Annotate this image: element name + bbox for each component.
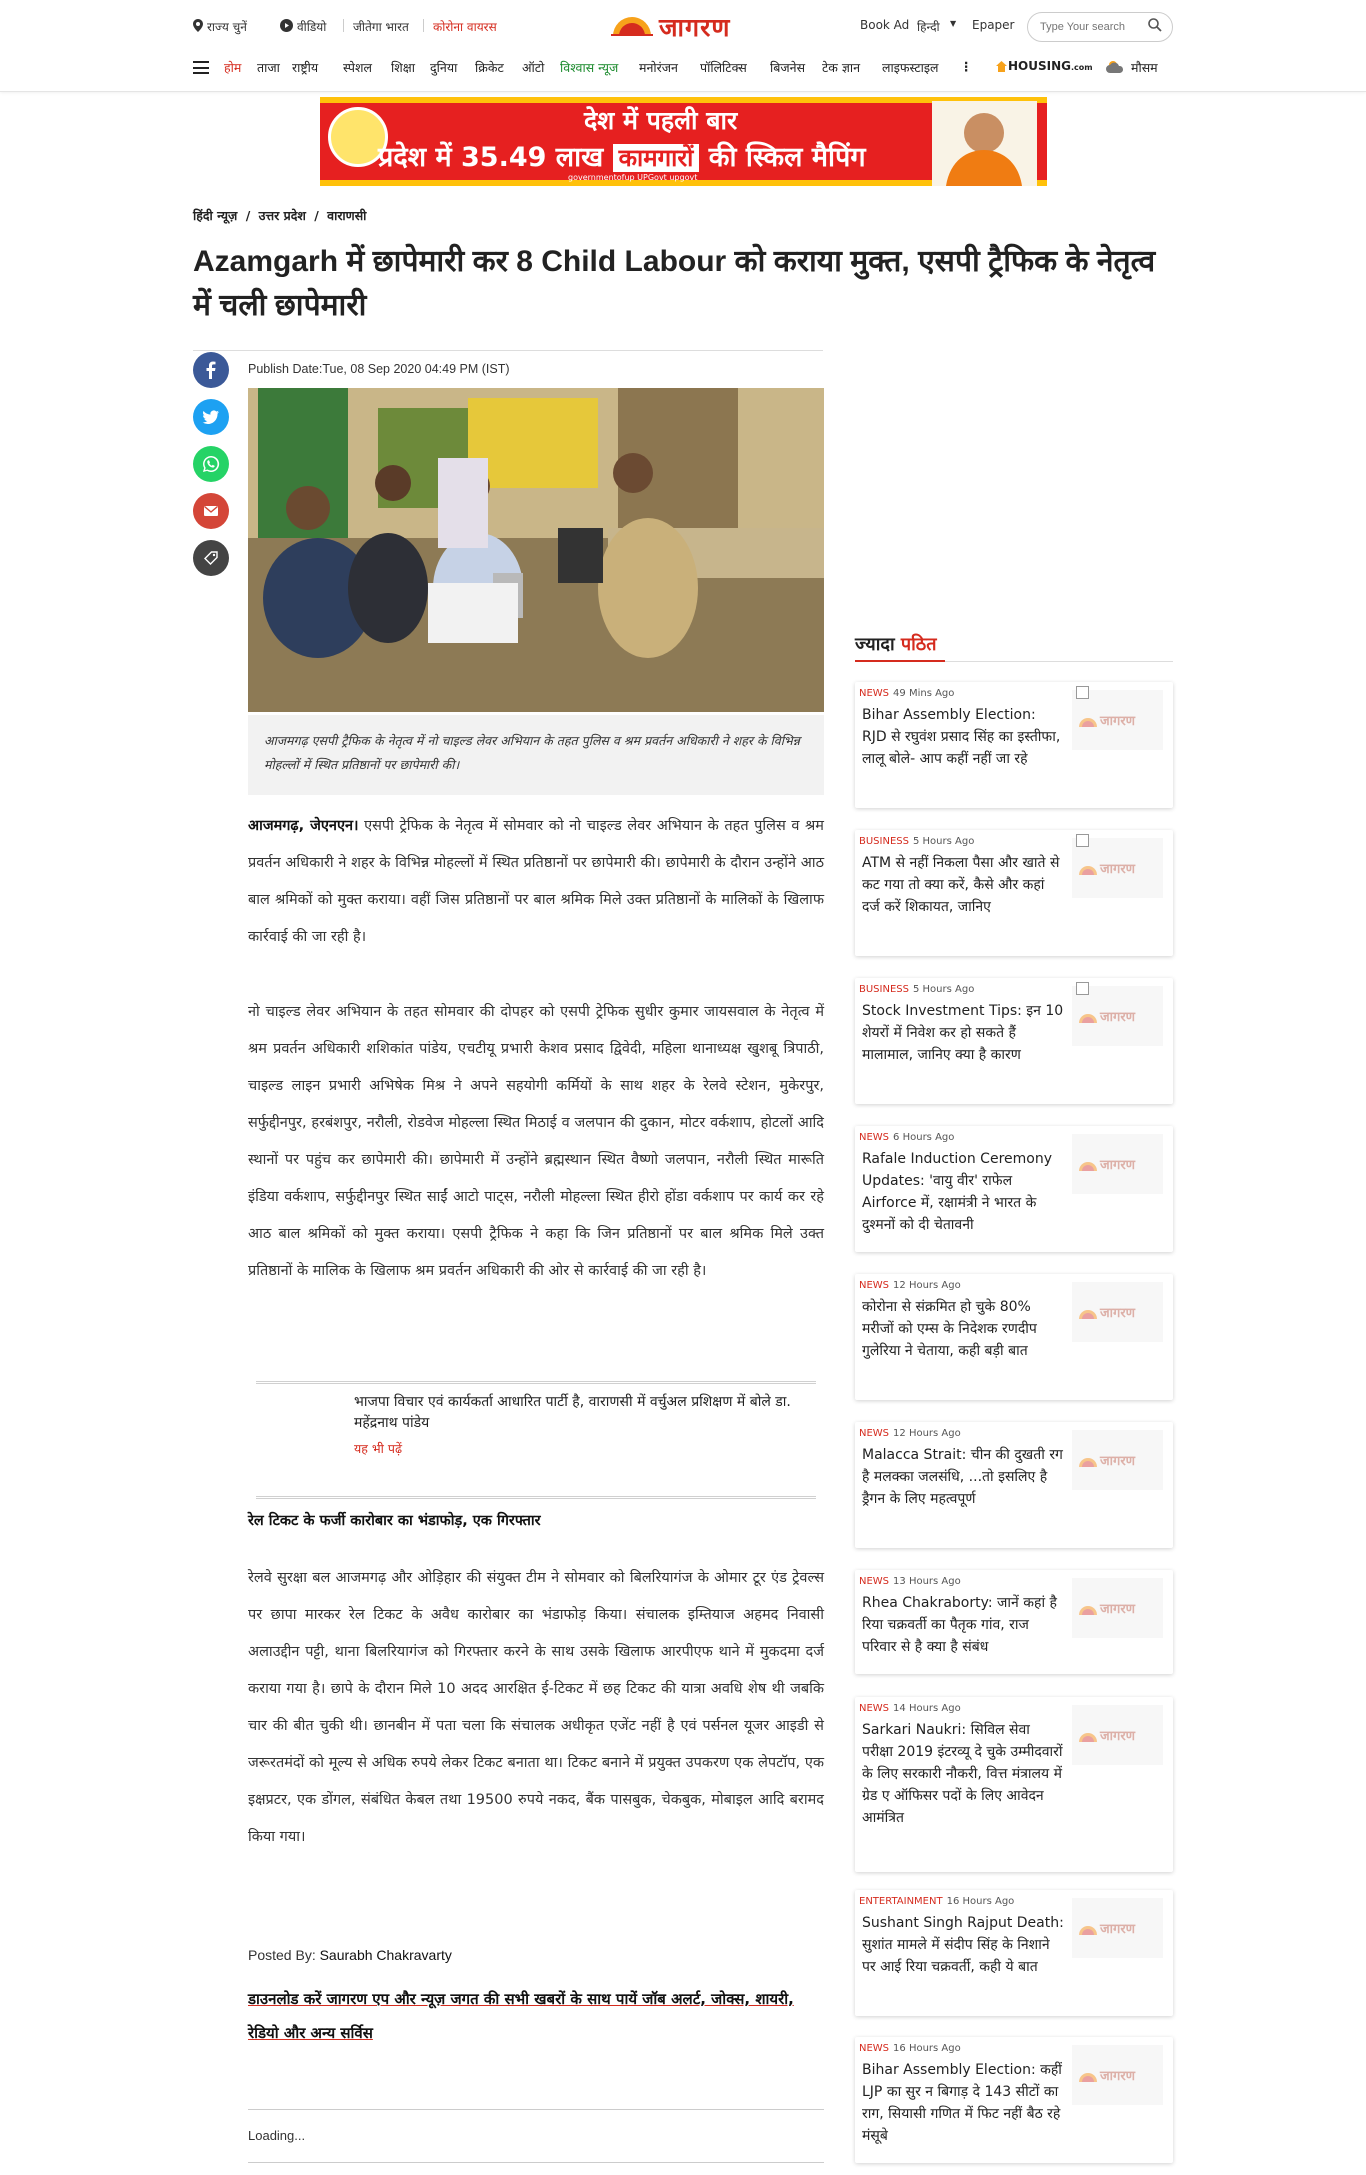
thumb-text: जागरण [1100,862,1136,877]
item-title[interactable]: Bihar Assembly Election: कहीं LJP का सुर न बिगाड़ दे 143 सीटों का राग, सियासी गणित में फिट नहीं बैठ रहे मंसूबे [862,2062,1062,2144]
thumb-text: जागरण [1100,1454,1136,1469]
download-app-link[interactable]: डाउनलोड करें जागरण एप और न्यूज़ जगत की सभी खबरों के साथ पायें जॉब अलर्ट, जोक्स, शायरी, रेडियो और अन्य सर्विस [248,1990,794,2042]
item-time: 5 Hours Ago [912,836,975,847]
location-icon [193,19,203,32]
publish-date: Publish Date:Tue, 08 Sep 2020 04:49 PM (IST) [248,362,510,376]
article-subheading: रेल टिकट के फर्जी कारोबार का भंडाफोड़, एक गिरफ्तार [248,1513,541,1529]
thumb-text: जागरण [1100,1158,1136,1173]
nav-item-tech[interactable]: टेक ज्ञान [822,60,861,75]
most-read-item[interactable] [855,1890,1173,2016]
chevron-down-icon: ▼ [950,19,957,28]
item-title[interactable]: Sushant Singh Rajput Death: सुशांत मामले में संदीप सिंह के निशाने पर आई रिया चक्रवर्ती, कही ये बात [862,1915,1064,1975]
item-title[interactable]: Bihar Assembly Election: RJD से रघुवंश प्रसाद सिंह का इस्तीफा, लालू बोले- आप कहीं नहीं जा रहे [862,707,1061,767]
banner-line1: देश में पहली बार [584,106,738,135]
item-category-label: NEWS [859,688,890,699]
item-thumbnail[interactable] [1072,1578,1163,1638]
facebook-share-button[interactable] [193,352,229,388]
related-article-box[interactable] [256,1381,816,1499]
item-thumbnail[interactable] [1072,690,1163,750]
most-read-heading [855,632,937,656]
item-thumbnail[interactable] [1072,1898,1163,1958]
main-nav [193,56,1173,80]
whatsapp-share-button[interactable] [193,446,229,482]
jagran-placeholder-logo-icon [1078,858,1156,878]
most-read-item[interactable] [855,1126,1173,1252]
item-thumbnail[interactable] [1072,2045,1163,2105]
breadcrumb-hindi-news[interactable]: हिंदी न्यूज़ [193,208,238,223]
tag-share-button[interactable] [193,540,229,576]
article-main-photo[interactable] [248,388,824,712]
weather-cloud-icon [1106,60,1126,74]
jagran-logo[interactable] [611,10,731,42]
divider [248,2162,824,2163]
item-category [859,1132,954,1143]
logo-text: जागरण [659,13,731,42]
item-time: 12 Hours Ago [893,1280,961,1291]
header-top-row [193,10,1173,42]
title-divider [193,350,823,351]
nav-item-entertainment[interactable]: मनोरंजन [639,60,678,75]
sun-logo-icon [611,14,653,36]
more-menu-icon[interactable]: ⋮ [960,59,973,74]
item-time: 49 Mins Ago [893,688,955,699]
most-read-item[interactable] [855,830,1173,956]
language-select[interactable]: हिन्दी [917,20,940,34]
skill-mapping-ad-banner[interactable] [320,97,1047,186]
item-checkbox[interactable] [1076,982,1089,995]
related-article-title[interactable]: भाजपा विचार एवं कार्यकर्ता आधारित पार्टी है, वाराणसी में वर्चुअल प्रशिक्षण में बोले डा. महेंद्रनाथ पांडेय [354,1394,791,1431]
item-category [859,1896,1014,1907]
posted-by-label: Posted By: [248,1947,320,1963]
divider [343,19,344,32]
article-title: Azamgarh में छापेमारी कर 8 Child Labour को कराया मुक्त, एसपी ट्रैफिक के नेतृत्व में चली छापेमारी [193,245,1156,322]
item-title[interactable]: Malacca Strait: चीन की दुखती रग है मलक्का जलसंधि, ...तो इसलिए है ड्रैगन के लिए महत्‍वपूर्ण [862,1447,1063,1507]
hamburger-menu-icon[interactable] [193,61,209,74]
item-time: 12 Hours Ago [893,1428,961,1439]
video-link[interactable]: वीडियो [297,20,327,34]
item-category [859,1280,961,1291]
item-category-label: NEWS [859,1428,890,1439]
nav-item-auto[interactable]: ऑटो [522,60,545,75]
jagran-placeholder-logo-icon [1078,1725,1156,1745]
item-category [859,1703,961,1714]
epaper-link[interactable]: Epaper [972,18,1015,32]
chief-minister-portrait-image [932,101,1037,186]
nav-item-lifestyle[interactable]: लाइफस्टाइल [882,60,939,75]
breadcrumb-separator: / [245,208,251,223]
banner-line2 [378,137,866,174]
jagran-placeholder-logo-icon [1078,1918,1156,1938]
item-category-label: BUSINESS [859,984,909,995]
posted-by [248,1947,452,1963]
thumb-text: जागरण [1100,1010,1136,1025]
item-checkbox[interactable] [1076,834,1089,847]
breadcrumb [193,207,370,224]
housing-logo-icon [996,61,1007,72]
item-thumbnail[interactable] [1072,1134,1163,1194]
item-category [859,836,974,847]
jitega-bharat-link[interactable]: जीतेगा भारत [353,20,409,34]
nav-item-national[interactable]: राष्ट्रीय [292,60,319,75]
item-checkbox[interactable] [1076,686,1089,699]
banner-line2b: कामगारों [613,144,700,172]
item-category-label: ENTERTAINMENT [859,1896,943,1907]
nav-item-world[interactable]: दुनिया [430,60,458,75]
search-icon[interactable] [1148,18,1162,32]
item-time: 13 Hours Ago [893,1576,961,1587]
divider [423,19,424,32]
item-title[interactable]: कोरोना से संक्रमित हो चुके 80% मरीजों को एम्स के निदेशक रणदीप गुलेरिया ने चेताया, कही बड़ी बात [862,1299,1037,1359]
email-icon [202,502,220,520]
twitter-icon [202,408,220,426]
nav-item-business[interactable]: बिजनेस [770,60,806,75]
thumb-text: जागरण [1100,1729,1136,1744]
item-thumbnail[interactable] [1072,838,1163,898]
item-category-label: NEWS [859,1280,890,1291]
item-category [859,1428,961,1439]
jagran-placeholder-logo-icon [1078,1154,1156,1174]
state-select-link[interactable]: राज्य चुनें [207,20,247,34]
article-paragraph-3: रेलवे सुरक्षा बल आजमगढ़ और ओड़िहार की संयुक्त टीम ने सोमवार को बिलरियागंज के ओमार टूर एंड ट्रेवल्स पर छापा मारकर रेल टिकट के अवैध कारोबार का भंडाफोड़ किया। संचालक इम्तियाज अहमद निवासी अलाउद्दीन पट्टी, थाना बिलरियागंज को गिरफ्तार करने के साथ उसके खिलाफ आरपीएफ थाने में मुकदमा दर्ज कराया गया है। छापे के दौरान मिले 10 अदद आरक्षित ई-टिकट में छह टिकट की यात्रा अवधि शेष थी जबकि चार की बीत चुकी थी। छानबीन में पता चला कि संचालक अधीकृत एजेंट नहीं है एवं पर्सनल यूजर आइडी से जरूरतमंदों को मूल्य से अधिक रुपये लेकर टिकट बनाता था। टिकट बनाने में प्रयुक्त उपकरण एक लेपटॉप, एक इक्षप्रटर, एक डोंगल, संबंधित केबल तथा 19500 रुपये नकद, बैंक पासबुक, चेकबुक, मोबाइल आदि बरामद किया गया। [248,1570,824,1845]
most-read-underline [855,661,1173,662]
email-share-button[interactable] [193,493,229,529]
paragraph-1-text: एसपी ट्रेफिक के नेतृत्व में सोमवार को नो चाइल्ड लेवर अभियान के तहत पुलिस व श्रम प्रवर्तन अधिकारी ने शहर के विभिन्न मोहल्लों में स्थित प्रतिष्ठानों पर छापेमारी की। छापेमारी के दौरान उन्होंने आठ बाल श्रमिकों को मुक्त कराया। वहीं जिस प्रतिष्ठानों पर बाल श्रमिक मिले उक्त प्रतिष्ठानों के मालिकों के खिलाफ कार्रवाई की जा रही है। [248,818,824,945]
jagran-placeholder-logo-icon [1078,710,1156,730]
jagran-placeholder-logo-icon [1078,1006,1156,1026]
item-title[interactable]: Stock Investment Tips: इन 10 शेयरों में निवेश कर हो सकते हैं मालामाल, जानिए क्या है कारण [862,1003,1064,1063]
nav-item-cricket[interactable]: क्रिकेट [475,60,504,75]
most-read-heading-a: ज्यादा [855,634,901,655]
nav-item-home[interactable]: होम [224,60,242,75]
loading-text: Loading... [248,2128,306,2143]
photo-caption: आजमगढ़ एसपी ट्रैफिक के नेतृत्व में नो चाइल्ड लेवर अभियान के तहत पुलिस व श्रम प्रवर्तन अधिकारी ने शहर के विभिन्न मोहल्लों में स्थित प्रतिष्ठानों पर छापेमारी की। [248,715,824,795]
thumb-text: जागरण [1100,1602,1136,1617]
housing-label: HOUSING [1008,59,1071,73]
item-category-label: NEWS [859,1132,890,1143]
item-thumbnail[interactable] [1072,1430,1163,1490]
item-thumbnail[interactable] [1072,986,1163,1046]
corona-link[interactable]: कोरोना वायरस [433,20,497,34]
thumb-text: जागरण [1100,1922,1136,1937]
most-read-item[interactable] [855,978,1173,1104]
book-ad-link[interactable]: Book Ad [860,18,910,32]
article-paragraph-1 [248,808,824,956]
item-title[interactable]: ATM से नहीं निकला पैसा और खाते से कट गया तो क्या करें, कैसे और कहां दर्ज करें शिकायत, जानिए [862,855,1060,915]
breadcrumb-separator: / [314,208,319,223]
item-thumbnail[interactable] [1072,1282,1163,1342]
banner-handles: governmentofup UPGovt upgovt [568,173,698,182]
most-read-heading-b: पठित [900,634,937,655]
related-article-read-more[interactable]: यह भी पढ़ें [354,1441,402,1456]
breadcrumb-varanasi[interactable]: वाराणसी [327,208,367,223]
dateline: आजमगढ़, जेएनएन। [248,818,359,834]
item-time: 5 Hours Ago [912,984,975,995]
nav-item-vishvas-news[interactable]: विश्वास न्यूज [560,60,619,75]
jagran-placeholder-logo-icon [1078,2065,1156,2085]
most-read-item[interactable] [855,2037,1173,2163]
breadcrumb-uttar-pradesh[interactable]: उत्तर प्रदेश [258,208,306,223]
article-paragraph-2: नो चाइल्ड लेवर अभियान के तहत सोमवार की दोपहर को एसपी ट्रेफिक सुधीर कुमार जायसवाल के नेतृत्व में श्रम प्रवर्तन अधिकारी शशिकांत पांडेय, एचटीयू प्रभारी केशव प्रसाद द्विवेदी, महिला थानाध्यक्ष खुशबू त्रिपाठी, चाइल्ड लाइन प्रभारी अभिषेक मिश्र ने अपने सहयोगी कर्मियों के साथ शहर के रेलवे स्टेशन, मुकेरपुर, सर्फुद्दीनपुर, हरबंशपुर, नरौली, रोडवेज मोहल्ला स्थित मिठाई व जलपान की दुकान, मोटर वर्कशाप, होटलों आदि स्थानों पर पहुंच कर छापेमारी की। छापेमारी में उन्होंने ब्रह्मस्थान स्थित वैष्णो जलपान, नरौली स्थित मारूति इंडिया वर्कशाप, सर्फुद्दीनपुर स्थित साईं आटो पाट्स, नरौली मोहल्ला स्थित हीरो होंडा वर्कशाप पर कार्य कर रहे आठ बाल श्रमिकों को मुक्त कराया। एसपी ट्रैफिक ने कहा कि जिन प्रतिष्ठानों पर बाल श्रमिक मिले उक्त प्रतिष्ठानों के मालिक के खिलाफ श्रम प्रवर्तन अधिकारी की ओर से कार्रवाई की जा रही है। [248,1004,824,1279]
banner-line2c: की [708,142,737,173]
jagran-placeholder-logo-icon [1078,1598,1156,1618]
item-category [859,1576,961,1587]
item-category-label: NEWS [859,1576,890,1587]
jagran-placeholder-logo-icon [1078,1450,1156,1470]
most-read-accent [855,660,945,662]
banner-line2a: प्रदेश में 35.49 लाख [378,142,604,173]
weather-link[interactable]: मौसम [1131,60,1158,75]
most-read-item[interactable] [855,1570,1173,1674]
nav-item-special[interactable]: स्पेशल [343,60,372,75]
most-read-item[interactable] [855,1697,1173,1872]
item-thumbnail[interactable] [1072,1705,1163,1765]
banner-line2d: स्किल मैपिंग [745,142,866,173]
whatsapp-icon [202,455,220,473]
most-read-item[interactable] [855,1274,1173,1400]
nav-item-latest[interactable]: ताजा [257,60,280,75]
item-title[interactable]: Sarkari Naukri: सिविल सेवा परीक्षा 2019 इंटरव्यू दे चुके उम्मीदवारों के लिए सरकारी नौकरी, वित्त मंत्रालय में ग्रेड ए ऑफिसर पदों के लिए आवेदन आमंत्रित [862,1722,1063,1826]
item-title[interactable]: Rhea Chakraborty: जानें कहां है रिया चक्रवर्ती का पैतृक गांव, राज परिवार से है क्या है संबंध [862,1595,1057,1655]
site-header [0,0,1366,92]
facebook-icon [202,361,220,379]
nav-item-education[interactable]: शिक्षा [391,60,415,75]
item-time: 14 Hours Ago [893,1703,961,1714]
thumb-text: जागरण [1100,2069,1136,2084]
item-category [859,984,974,995]
item-title[interactable]: Rafale Induction Ceremony Updates: 'वायु वीर' राफेल Airforce में, रक्षामंत्री ने भारत के दुश्मनों को दी चेतावनी [862,1151,1052,1233]
thumb-text: जागरण [1100,1306,1136,1321]
item-time: 16 Hours Ago [893,2043,961,2054]
tag-icon [202,549,220,567]
item-category-label: NEWS [859,2043,890,2054]
item-time: 6 Hours Ago [893,1132,955,1143]
item-category [859,2043,961,2054]
item-category-label: BUSINESS [859,836,909,847]
most-read-item[interactable] [855,682,1173,808]
item-category [859,688,954,699]
thumb-text: जागरण [1100,714,1136,729]
twitter-share-button[interactable] [193,399,229,435]
item-category-label: NEWS [859,1703,890,1714]
nav-item-politics[interactable]: पॉलिटिक्स [700,60,747,75]
housing-suffix: .com [1071,63,1093,72]
divider [248,2109,824,2110]
most-read-item[interactable] [855,1422,1173,1548]
jagran-placeholder-logo-icon [1078,1302,1156,1322]
video-icon [280,19,293,32]
author-name[interactable]: Saurabh Chakravarty [319,1947,452,1963]
housing-link[interactable] [1008,59,1093,73]
item-time: 16 Hours Ago [946,1896,1015,1907]
